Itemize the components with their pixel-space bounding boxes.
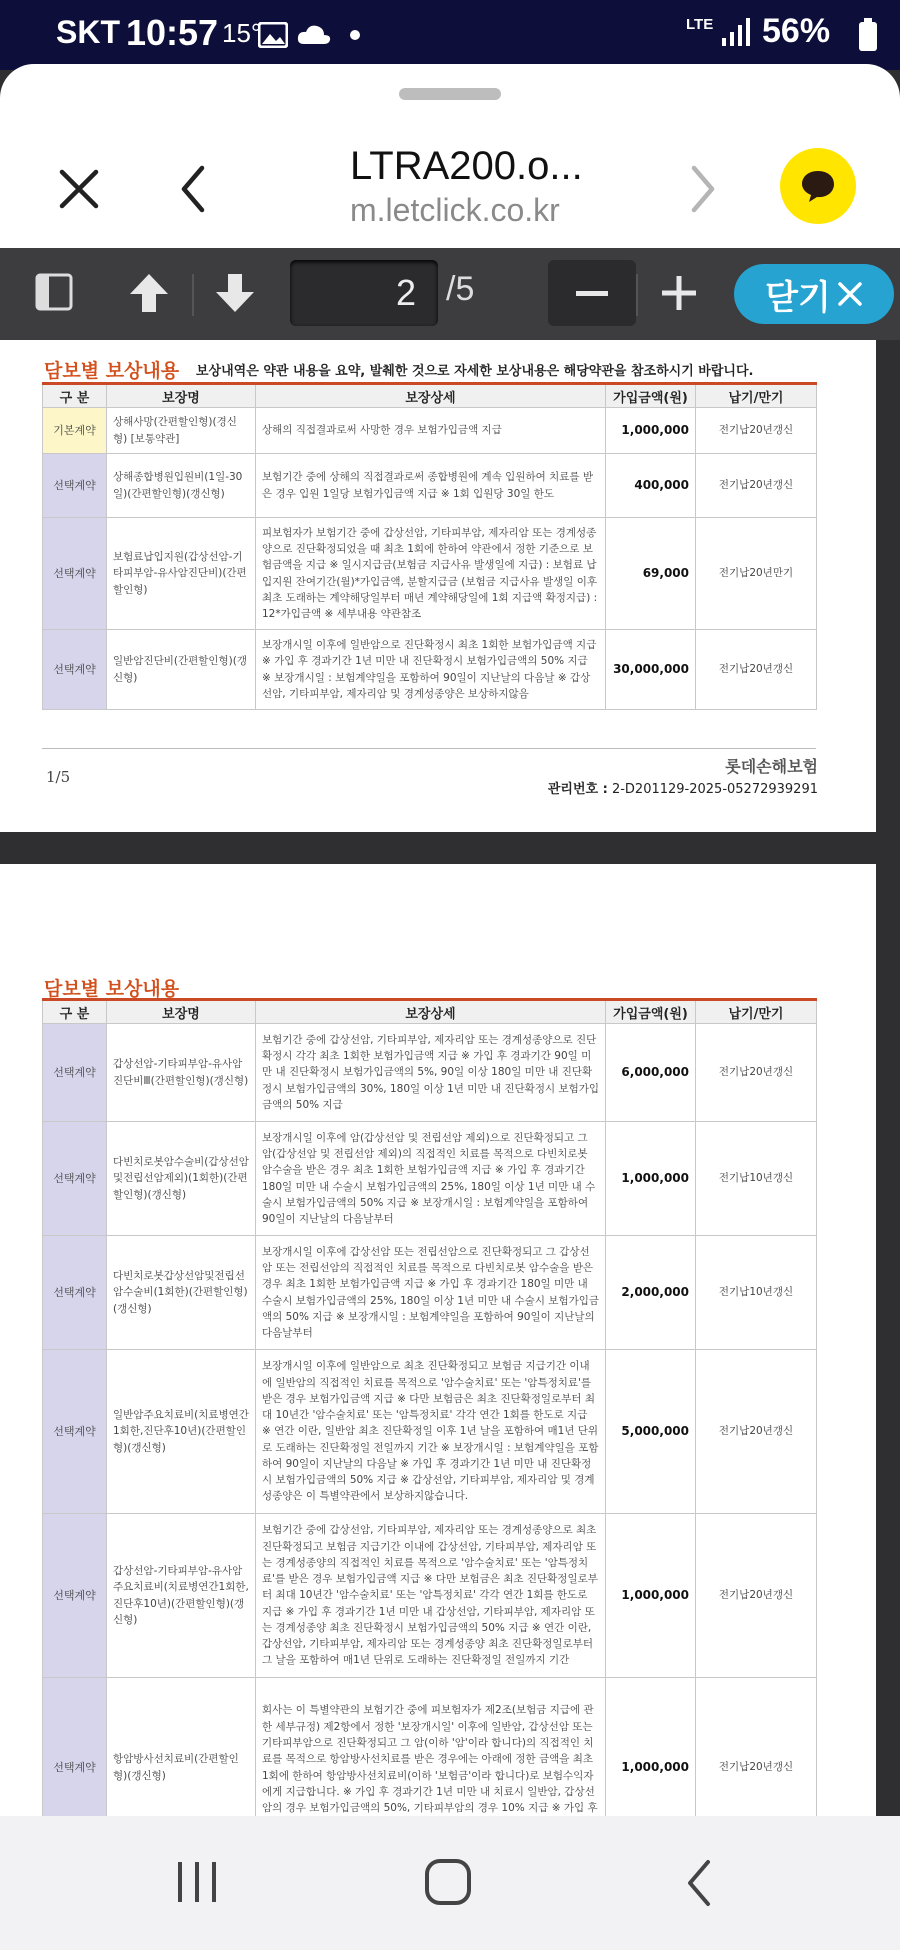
category-cell: 선택계약 [43,1678,107,1858]
home-icon[interactable] [424,1858,472,1906]
amount-cell: 30,000,000 [606,630,696,710]
status-bar [0,0,900,70]
coverage-detail-cell: 보장개시일 이후에 일반암으로 최초 진단확정되고 보험금 지급기간 이내에 일반암의 직접적인 치료를 목적으로 '암수술치료' 또는 '암특정치료'를 받은 경우 보험가입금액 지급 ※ 다만 보험금은 최초 진단확정일로부터 최대 10년간 '암수술치료' 또는 '암특정치료' 각각 연간 1회를 한도로 지급 ※ 연간 이란, 일반암 최초 진단확정일 이후 1년 날을 포함하여 매1년 단위로 도래하는 진단확정일 전일까지 기간 ※ 보장개시일 : 보험계약일을 포함하여 90일이 지난날의 다음날 ※ 가입 후 경과기간 1년 미만 내 진단확정시 보험가입금액의 50% 지급 ※ 갑상선암, 기타피부암, 제자리암 및 경계성종양은 이 특별약관에서 보상하지않습니다. [256,1350,606,1514]
column-header: 납기/만기 [696,384,817,408]
minus-icon [576,291,608,296]
table-row [43,1024,817,1122]
pdf-page-1 [0,340,876,832]
coverage-name-cell: 다빈치로봇갑상선암및전립선암수술비(1회한)(간편할인형)(갱신형) [107,1236,256,1350]
amount-cell: 1,000,000 [606,1678,696,1858]
coverage-name-cell: 상해사망(간편할인형)(경신형) [보통약관] [107,408,256,454]
chat-bubble-icon [800,169,836,203]
pdf-page-2 [0,864,876,1816]
category-cell: 선택계약 [43,1514,107,1678]
table-row [43,1122,817,1236]
back-icon[interactable] [684,1858,714,1908]
management-number: 관리번호 : 2-D201129-2025-05272939291 [547,782,818,797]
term-cell: 전기납20년갱신 [696,630,817,710]
table-row [43,630,817,710]
coverage-table [42,382,817,710]
page-footer-number: 1/5 [46,768,71,786]
recent-apps-icon[interactable] [174,1860,220,1904]
category-cell: 선택계약 [43,630,107,710]
signal-icon [720,16,752,48]
coverage-detail-cell: 보험기간 중에 갑상선암, 기타피부암, 제자리암 또는 경계성종양으로 최초 진단확정되고 보험금 지급기간 이내에 갑상선암, 기타피부암, 제자리암 또는 경계성종양의 직접적인 치료를 목적으로 '암수술치료' 또는 '암특정치료'를 받은 경우 보험가입금액 지급 ※ 다만 보험금은 최초 진단확정일로부터 최대 10년간 '암수술치료' 또는 '암특정치료' 각각 연간 1회를 한도로 지급 ※ 가입 후 경과기간 1년 미만 내 갑상선암, 기타피부암, 제자리암 또는 경계성종양 최초 진단확정시 보험가입금액의 50% 지급 ※ 연간 이란, 갑상선암, 기타피부암, 제자리암 또는 경계성종양 최초 진단확정일로부터 그 날을 포함하여 매1년 단위로 도래하는 진단확정일 전일까지 기간 [256,1514,606,1678]
amount-cell: 1,000,000 [606,1122,696,1236]
term-cell: 전기납20년갱신 [696,1350,817,1514]
category-cell: 선택계약 [43,1122,107,1236]
battery-icon [858,18,878,52]
temperature: 15° [222,18,262,48]
drag-handle[interactable] [399,88,501,100]
category-cell: 선택계약 [43,1350,107,1514]
coverage-table [42,998,817,1858]
table-row [43,1236,817,1350]
amount-cell: 6,000,000 [606,1024,696,1122]
term-cell: 전기납20년만기 [696,518,817,630]
browser-sheet [0,64,900,250]
table-row [43,408,817,454]
zoom-in-icon[interactable] [662,276,696,310]
coverage-detail-cell: 상해의 직접결과로써 사망한 경우 보험가입금액 지급 [256,408,606,454]
column-header: 구 분 [43,384,107,408]
amount-cell: 2,000,000 [606,1236,696,1350]
term-cell: 전기납10년갱신 [696,1122,817,1236]
coverage-name-cell: 항암방사선치료비(간편할인형)(갱신형) [107,1678,256,1858]
column-header: 보장상세 [256,1000,606,1024]
category-cell: 선택계약 [43,454,107,518]
section-title: 담보별 보상내용 [44,360,180,382]
pdf-toolbar [0,248,900,340]
clock: 10:57 [126,12,219,53]
cloud-icon [296,22,332,46]
insurer-name: 롯데손해보험 [725,757,818,776]
amount-cell: 69,000 [606,518,696,630]
page-title: LTRA200.o... [350,144,583,188]
column-header: 가입금액(원) [606,384,696,408]
term-cell: 전기납20년갱신 [696,408,817,454]
column-header: 보장명 [107,1000,256,1024]
carrier: SKT [56,14,120,50]
coverage-name-cell: 갑상선암-기타피부암-유사암진단비Ⅲ(간편할인형)(갱신형) [107,1024,256,1122]
amount-cell: 400,000 [606,454,696,518]
coverage-name-cell: 일반암주요치료비(치료병연간1회한,진단후10년)(간편할인형)(갱신형) [107,1350,256,1514]
sidebar-toggle-icon[interactable] [34,272,74,312]
coverage-name-cell: 상해종합병원입원비(1일-30일)(간편할인형)(갱신형) [107,454,256,518]
battery-percent: 56% [762,12,831,50]
column-header: 보장상세 [256,384,606,408]
table-row [43,1350,817,1514]
category-cell: 선택계약 [43,1024,107,1122]
column-header: 가입금액(원) [606,1000,696,1024]
next-page-icon[interactable] [214,272,256,314]
term-cell: 전기납20년갱신 [696,1514,817,1678]
section-note: 보상내역은 약관 내용을 요약, 발췌한 것으로 자세한 보상내용은 해당약관을 참조하시기 바랍니다. [196,364,754,379]
url-domain[interactable]: m.letclick.co.kr [350,192,560,228]
coverage-name-cell: 보험료납입지원(갑상선암-기타피부암-유사암진단비)(간편할인형) [107,518,256,630]
coverage-name-cell: 갑상선암-기타피부암-유사암주요치료비(치료병연간1회한,진단후10년)(간편할인형)(갱신형) [107,1514,256,1678]
close-pdf-button[interactable]: 닫기 [734,264,894,324]
amount-cell: 5,000,000 [606,1350,696,1514]
back-icon[interactable] [178,164,208,214]
notification-dot-icon [350,30,360,40]
term-cell: 전기납10년갱신 [696,1236,817,1350]
previous-page-icon[interactable] [128,272,170,314]
coverage-detail-cell: 회사는 이 특별약관의 보험기간 중에 피보험자가 제2조(보험금 지급에 관한 세부규정) 제2항에서 정한 '보장개시일' 이후에 일반암, 갑상선암 또는 기타피부암으로 진단확정되고 그 암(이하 '암'이라 합니다)의 직접적인 치료를 목적으로 항암방사선치료를 받은 경우에는 아래에 정한 금액을 최초 1회에 한하여 항암방사선치료비(이하 '보험금'이라 합니다)로 보험수익자에게 지급합니다. ※ 가입 후 경과기간 1년 미만 내 치료시 일반암, 갑상선암의 경우 보험가입금액의 50%, 기타피부암의 경우 10% 지급 ※ 가입 후 [256,1678,606,1858]
gallery-icon [258,22,288,48]
term-cell: 전기납20년갱신 [696,454,817,518]
kakao-chat-button[interactable] [780,148,856,224]
close-icon [837,281,863,307]
table-row [43,518,817,630]
navigation-bar [0,1816,900,1950]
network-type: LTE [686,16,714,33]
coverage-detail-cell: 보장개시일 이후에 갑상선암 또는 전립선암으로 진단확정되고 그 갑상선암 또는 전립선암의 직접적인 치료를 목적으로 다빈치로봇 암수술을 받은 경우 최초 1회한 보험가입금액 지급 ※ 가입 후 경과기간 180일 미만 내 수술시 보험가입금액의 25%, 180일 이상 1년 미만 내 수술시 보험가입금액의 50% 지급 ※ 보장개시일 : 보험계약일을 포함하여 90일이 지난날의 다음날부터 [256,1236,606,1350]
close-icon[interactable] [56,166,102,212]
zoom-out-button[interactable] [548,260,636,326]
coverage-detail-cell: 보장개시일 이후에 일반암으로 진단확정시 최초 1회한 보험가입금액 지급 ※ 가입 후 경과기간 1년 미만 내 진단확정시 보험가입금액의 50% 지급 ※ 보장개시일 : 보험계약일을 포함하여 90일이 지난날의 다음날 ※ 갑상선암, 기타피부암, 제자리암 및 경계성종양은 보상하지않음 [256,630,606,710]
coverage-detail-cell: 보험기간 중에 갑상선암, 기타피부암, 제자리암 또는 경계성종양으로 진단확정시 각각 최초 1회한 보험가입금액 지급 ※ 가입 후 경과기간 90일 미만 내 진단확정시 보험가입금액의 5%, 90일 이상 180일 미만 내 진단확정시 보험가입금액의 30%, 180일 이상 1년 미만 내 진단확정시 보험가입금액의 50% 지급 [256,1024,606,1122]
total-pages: /5 [446,270,475,308]
section-title: 담보별 보상내용 [44,978,180,1000]
category-cell: 선택계약 [43,518,107,630]
table-row [43,454,817,518]
category-cell: 선택계약 [43,1236,107,1350]
coverage-name-cell: 일반암진단비(간편할인형)(갱신형) [107,630,256,710]
page-number-input[interactable]: 2 [290,260,438,326]
column-header: 보장명 [107,384,256,408]
category-cell: 기본계약 [43,408,107,454]
coverage-detail-cell: 보험기간 중에 상해의 직접결과로써 종합병원에 계속 입원하여 치료를 받은 경우 입원 1일당 보험가입금액 지급 ※ 1회 입원당 30일 한도 [256,454,606,518]
term-cell: 전기납20년갱신 [696,1678,817,1858]
coverage-detail-cell: 보장개시일 이후에 암(갑상선암 및 전립선암 제외)으로 진단확정되고 그 암(갑상선암 및 전립선암 제외)의 직접적인 치료를 목적으로 다빈치로봇 암수술을 받은 경우 최초 1회한 보험가입금액 지급 ※ 가입 후 경과기간 180일 미만 내 수술시 보험가입금액의 25%, 180일 이상 1년 미만 내 수술시 보험가입금액의 50% 지급 ※ 보장개시일 : 보험계약일을 포함하여 90일이 지난날의 다음날부터 [256,1122,606,1236]
amount-cell: 1,000,000 [606,408,696,454]
coverage-name-cell: 다빈치로봇암수술비(갑상선암및전립선암제외)(1회한)(간편할인형)(갱신형) [107,1122,256,1236]
coverage-detail-cell: 피보험자가 보험기간 중에 갑상선암, 기타피부암, 제자리암 또는 경계성종양으로 진단확정되었을 때 최초 1회에 한하여 약관에서 정한 기준으로 보험금액을 지급 ※ 일시지급금(보험금 지급사유 발생일에 지급) : 보험료 납입지원 잔여기간(월)*가입금액, 분할지급금 (보험금 지급사유 발생일 이후 최초 도래하는 계약해당일부터 매년 계약해당일에 1회 지급액 확정지급) : 12*가입금액 ※ 세부내용 약관참조 [256,518,606,630]
column-header: 납기/만기 [696,1000,817,1024]
table-row [43,1514,817,1678]
forward-icon[interactable] [688,164,718,214]
term-cell: 전기납20년갱신 [696,1024,817,1122]
column-header: 구 분 [43,1000,107,1024]
amount-cell: 1,000,000 [606,1514,696,1678]
